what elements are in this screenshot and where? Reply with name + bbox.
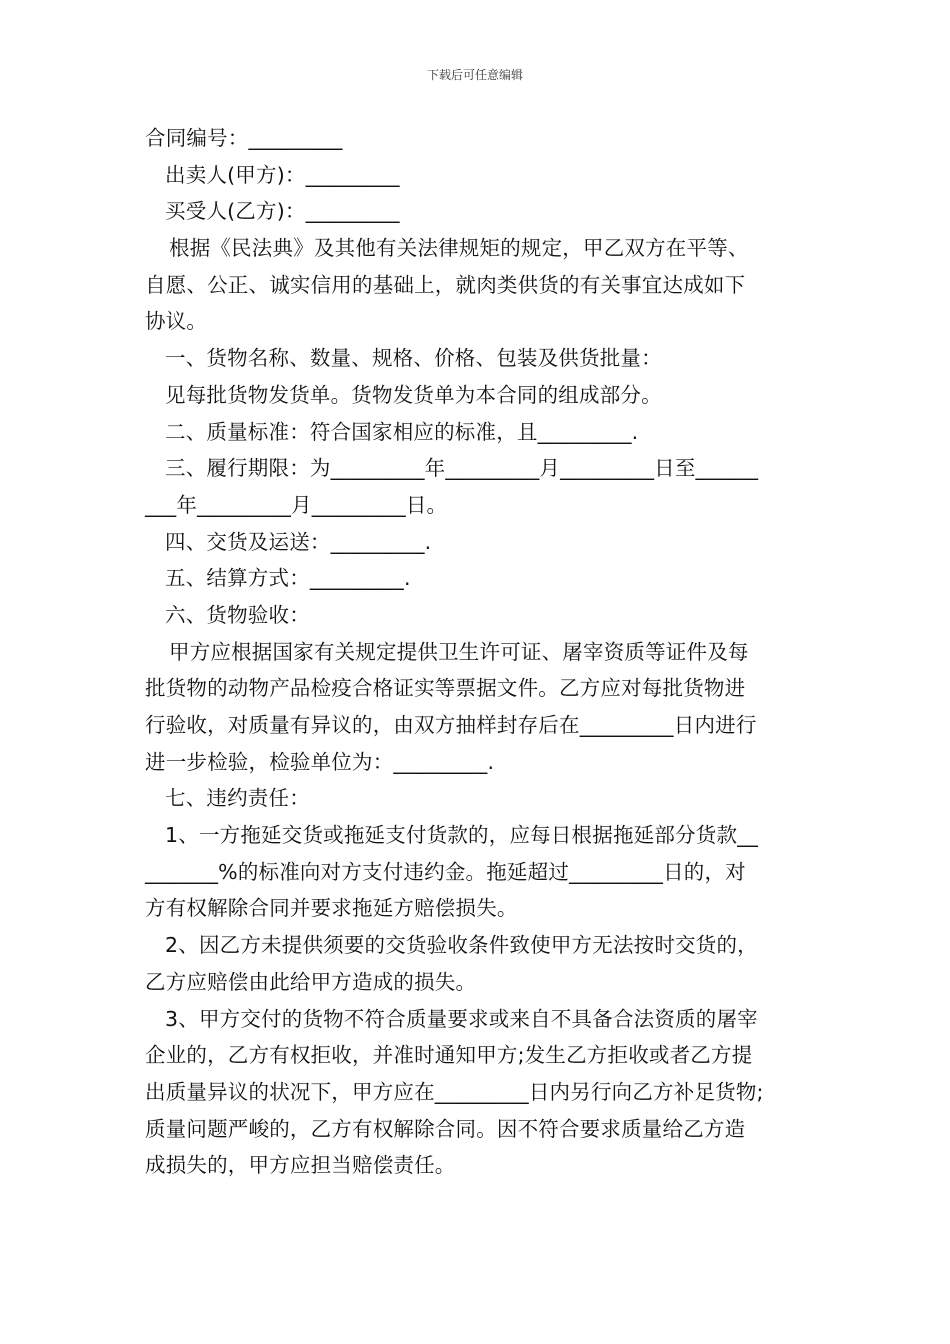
section-1-heading: 一、货物名称、数量、规格、价格、包装及供货批量： [165, 346, 662, 371]
section-6-heading: 六、货物验收： [165, 602, 310, 627]
preamble-line-1: 根据《民法典》及其他有关法律规矩的规定，甲乙双方在平等、 [169, 236, 749, 261]
clause-3-line-1: 3、甲方交付的货物不符合质量要求或来自不具备合法资质的屠宰 [165, 1006, 758, 1031]
buyer-line: 买受人(乙方)：_________ [165, 199, 400, 224]
section-6-text-1: 甲方应根据国家有关规定提供卫生许可证、屠宰资质等证件及每 [169, 639, 749, 664]
contract-number-line: 合同编号：_________ [145, 126, 343, 150]
section-5-line: 五、结算方式：_________. [165, 566, 411, 591]
section-7-heading: 七、违约责任： [165, 786, 310, 811]
clause-2-line-1: 2、因乙方未提供须要的交货验收条件致使甲方无法按时交货的， [165, 933, 758, 958]
section-1-text: 见每批货物发货单。货物发货单为本合同的组成部分。 [165, 382, 662, 407]
preamble-line-3: 协议。 [145, 309, 208, 334]
page-header-note: 下载后可任意编辑 [426, 68, 523, 82]
clause-3-line-4: 质量问题严峻的，乙方有权解除合同。因不符合要求质量给乙方造 [145, 1116, 746, 1141]
clause-1-line-2: _______%的标准向对方支付违约金。拖延超过_________日的，对 [145, 859, 746, 884]
seller-line: 出卖人(甲方)：_________ [165, 162, 400, 187]
clause-2-line-2: 乙方应赔偿由此给甲方造成的损失。 [145, 969, 477, 994]
section-2-line: 二、质量标准：符合国家相应的标准，且_________. [165, 419, 639, 444]
clause-3-line-3: 出质量异议的状况下，甲方应在_________日内另行向乙方补足货物; [145, 1079, 764, 1104]
section-3-line-2: ___年_________月_________日。 [145, 492, 448, 517]
section-6-text-4: 进一步检验，检验单位为：_________. [145, 749, 495, 774]
preamble-line-2: 自愿、公正、诚实信用的基础上，就肉类供货的有关事宜达成如下 [145, 272, 746, 297]
contract-body [145, 120, 825, 1184]
clause-3-line-2: 企业的，乙方有权拒收，并准时通知甲方;发生乙方拒收或者乙方提 [145, 1043, 753, 1068]
clause-1-line-3: 方有权解除合同并要求拖延方赔偿损失。 [145, 896, 518, 921]
section-6-text-2: 批货物的动物产品检疫合格证实等票据文件。乙方应对每批货物进 [145, 676, 746, 701]
section-4-line: 四、交货及运送：_________. [165, 529, 432, 554]
section-6-text-3: 行验收，对质量有异议的，由双方抽样封存后在_________日内进行 [145, 713, 757, 737]
clause-1-line-1: 1、一方拖延交货或拖延支付货款的，应每日根据拖延部分货款__ [165, 823, 759, 848]
section-3-line-1: 三、履行期限：为_________年_________月_________日至______ [165, 456, 759, 481]
clause-3-line-5: 成损失的，甲方应担当赔偿责任。 [145, 1153, 456, 1178]
